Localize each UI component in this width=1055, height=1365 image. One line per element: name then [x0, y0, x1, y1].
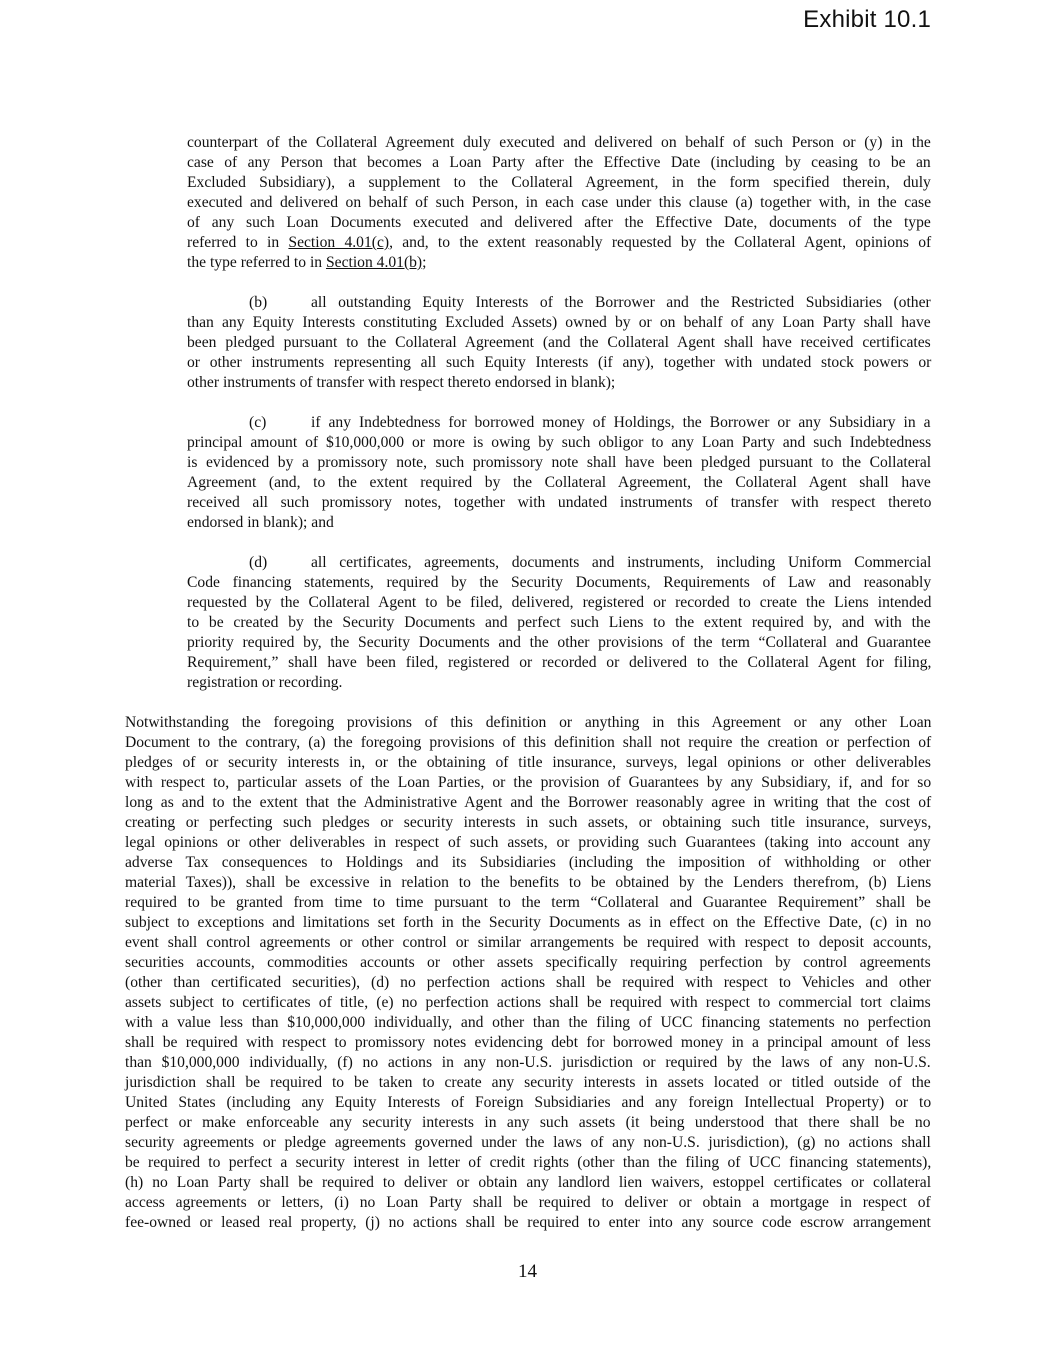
text-line	[187, 673, 931, 693]
line-text: , and, to the extent reasonably requested by the Collateral Agent, opinions of	[389, 234, 932, 251]
text-line	[187, 453, 931, 473]
text-line	[187, 153, 931, 173]
text-line	[187, 473, 931, 493]
line-text: adverse Tax consequences to Holdings and its Subsidiaries (including the imposition of withholding or other	[125, 854, 931, 871]
text-line	[125, 893, 931, 913]
line-text: long as and to the extent that the Administrative Agent and the Borrower reasonably agree in writing that the cost of	[125, 794, 932, 811]
text-line	[125, 1173, 931, 1193]
exhibit-label: Exhibit 10.1	[803, 6, 931, 33]
text-line	[187, 493, 931, 513]
text-line	[125, 913, 931, 933]
line-text: requested by the Collateral Agent to be filed, delivered, registered or recorded to create the Liens intended	[187, 594, 932, 611]
line-text: other instruments of transfer with respect thereto endorsed in blank);	[187, 374, 616, 391]
line-text: to be created by the Security Documents and perfect such Liens to the extent required by, and with the	[187, 614, 931, 631]
line-text: event shall control agreements or other control or similar arrangements be required with respect to deposit accounts,	[125, 934, 932, 951]
line-text: ;	[422, 254, 427, 271]
line-text: securities accounts, commodities accounts or other assets specifically requiring perfection by control agreements	[125, 954, 931, 971]
text-line	[187, 613, 931, 633]
line-text: case of any Person that becomes a Loan Party after the Effective Date (including by ceasing to be an	[187, 154, 931, 171]
text-line	[125, 1133, 931, 1153]
text-line	[125, 833, 931, 853]
line-text: be required to perfect a security interest in letter of credit rights (other than the filing of UCC financing statements),	[125, 1154, 932, 1171]
line-text: pledges of or security interests in, or the obtaining of title insurance, surveys, legal opinions or other deliverables	[125, 754, 932, 771]
text-line	[125, 853, 931, 873]
clause-c	[187, 413, 931, 533]
text-line	[187, 353, 931, 373]
line-text: of any such Loan Documents executed and delivered after the Effective Date, documents of the type	[187, 214, 931, 231]
line-text: legal opinions or other deliverables in respect of such assets, or providing such Guarantees (taking into account any	[125, 834, 931, 851]
notwithstanding-paragraph	[125, 713, 931, 1233]
text-line	[187, 333, 931, 353]
line-text: executed and delivered on behalf of such Person, in each case under this clause (a) together with, in the case	[187, 194, 932, 211]
line-text: Agreement (and, to the extent required by the Collateral Agreement, the Collateral Agent shall have	[187, 474, 931, 491]
line-text: Excluded Subsidiary), a supplement to the Collateral Agreement, in the form specified therein, duly	[187, 174, 931, 191]
line-text: all outstanding Equity Interests of the Borrower and the Restricted Subsidiaries (other	[311, 294, 931, 311]
line-text: is evidenced by a promissory note, such promissory note shall have been pledged pursuant to the Collateral	[187, 454, 932, 471]
clause-label: (d)	[249, 554, 268, 571]
text-line	[187, 653, 931, 673]
line-text: or other instruments representing all such Equity Interests (if any), together with undated stock powers or	[187, 354, 932, 371]
text-line	[125, 773, 931, 793]
text-line	[187, 513, 931, 533]
line-text: received all such promissory notes, together with undated instruments of transfer with respect thereto	[187, 494, 932, 511]
text-line	[125, 1113, 931, 1133]
line-text: jurisdiction shall be required to be taken to create any security interests in assets located or titled outside of the	[125, 1074, 931, 1091]
line-text: registration or recording.	[187, 674, 343, 691]
page-number: 14	[518, 1261, 537, 1282]
line-text: shall be required with respect to promissory notes evidencing debt for borrowed money in a principal amount of less	[125, 1034, 931, 1051]
text-line	[125, 1093, 931, 1113]
text-line	[187, 573, 931, 593]
text-line	[187, 193, 931, 213]
line-text: principal amount of $10,000,000 or more is owing by such obligor to any Loan Party and such Indebtedness	[187, 434, 932, 451]
line-text: security agreements or pledge agreements governed under the laws of any non-U.S. jurisdiction), (g) no actions shall	[125, 1134, 931, 1151]
line-text: priority required by, the Security Documents and the other provisions of the term “Collateral and Guarantee	[187, 634, 931, 651]
text-line	[125, 813, 931, 833]
line-text: endorsed in blank); and	[187, 514, 334, 531]
line-text: if any Indebtedness for borrowed money of Holdings, the Borrower or any Subsidiary in a	[311, 414, 931, 431]
text-line	[125, 1073, 931, 1093]
section-4-01b-link[interactable]: Section 4.01(b)	[325, 254, 423, 271]
line-text: United States (including any Equity Interests of Foreign Subsidiaries and any foreign Intellectual Property) or to	[125, 1094, 932, 1111]
line-text: all certificates, agreements, documents and instruments, including Uniform Commercial	[311, 554, 932, 571]
line-text: Code financing statements, required by the Security Documents, Requirements of Law and reasonably	[187, 574, 932, 591]
text-line	[125, 1013, 931, 1033]
text-line	[187, 313, 931, 333]
line-text: (other than certificated securities), (d) no perfection actions shall be required with respect to Vehicles and other	[125, 974, 931, 991]
text-line	[187, 373, 931, 393]
text-line	[125, 953, 931, 973]
text-line	[125, 793, 931, 813]
text-line	[187, 173, 931, 193]
text-line	[125, 1033, 931, 1053]
clause-b	[187, 293, 931, 393]
line-text: Requirement,” shall have been filed, registered or recorded or delivered to the Collateral Agent for filing,	[187, 654, 932, 671]
clause-label: (c)	[249, 414, 267, 431]
text-line	[187, 133, 931, 153]
text-line	[125, 1053, 931, 1073]
text-line	[187, 253, 931, 273]
text-line	[125, 753, 931, 773]
text-line	[125, 1193, 931, 1213]
line-text: material Taxes)), shall be excessive in relation to the benefits to be obtained by the Lenders therefrom, (b) Liens	[125, 874, 932, 891]
line-text: with a value less than $10,000,000 individually, and other than the filing of UCC financing statements no perfection	[125, 1014, 931, 1031]
text-line	[125, 993, 931, 1013]
line-text: counterpart of the Collateral Agreement duly executed and delivered on behalf of such Person or (y) in the	[187, 134, 931, 151]
line-text: (h) no Loan Party shall be required to deliver or obtain any landlord lien waivers, estoppel certificates or collateral	[125, 1174, 932, 1191]
text-line	[125, 733, 931, 753]
line-text: the type referred to in	[187, 254, 326, 271]
text-line	[125, 873, 931, 893]
line-text: subject to exceptions and limitations set forth in the Security Documents as in effect on the Effective Date, (c) in no	[125, 914, 932, 931]
text-line	[125, 973, 931, 993]
text-line	[187, 233, 931, 253]
clause-d	[187, 553, 931, 693]
text-line	[187, 433, 931, 453]
clause-label: (b)	[249, 294, 268, 311]
section-4-01c-link[interactable]: Section 4.01(c)	[288, 234, 390, 251]
line-text: assets subject to certificates of title, (e) no perfection actions shall be required with respect to commercial tort claims	[125, 994, 931, 1011]
line-text: Document to the contrary, (a) the foregoing provisions of this definition shall not require the creation or perfection of	[125, 734, 932, 751]
text-line	[125, 933, 931, 953]
text-line	[187, 213, 931, 233]
line-text: Notwithstanding the foregoing provisions of this definition or anything in this Agreement or any other Loan	[125, 714, 932, 731]
line-text: been pledged pursuant to the Collateral Agreement (and the Collateral Agent shall have received certificates	[187, 334, 931, 351]
text-line	[125, 1213, 931, 1233]
text-line	[187, 593, 931, 613]
line-text: fee-owned or leased real property, (j) no actions shall be required to enter into any source code escrow arrangement	[125, 1214, 931, 1231]
text-line	[187, 293, 931, 313]
clause-a-continuation	[187, 133, 931, 273]
line-text: required to be granted from time to time pursuant to the term “Collateral and Guarantee Requirement” shall be	[125, 894, 931, 911]
text-line	[187, 633, 931, 653]
line-text: with respect to, particular assets of the Loan Parties, or the provision of Guarantees by any Subsidiary, if, and for so	[125, 774, 932, 791]
line-text: than any Equity Interests constituting Excluded Assets) owned by or on behalf of any Loan Party shall have	[187, 314, 931, 331]
line-text: referred to in	[187, 234, 289, 251]
text-line	[125, 1153, 931, 1173]
text-line	[125, 713, 931, 733]
line-text: perfect or make enforceable any security interests in any such assets (it being understood that there shall be no	[125, 1114, 931, 1131]
text-line	[187, 413, 931, 433]
line-text: creating or perfecting such pledges or security interests in such assets, or obtaining such title insurance, surveys,	[125, 814, 932, 831]
text-line	[187, 553, 931, 573]
line-text: than $10,000,000 individually, (f) no actions in any non-U.S. jurisdiction or required by the laws of any non-U.S.	[125, 1054, 931, 1071]
line-text: access agreements or letters, (i) no Loan Party shall be required to deliver or obtain a mortgage in respect of	[125, 1194, 931, 1211]
